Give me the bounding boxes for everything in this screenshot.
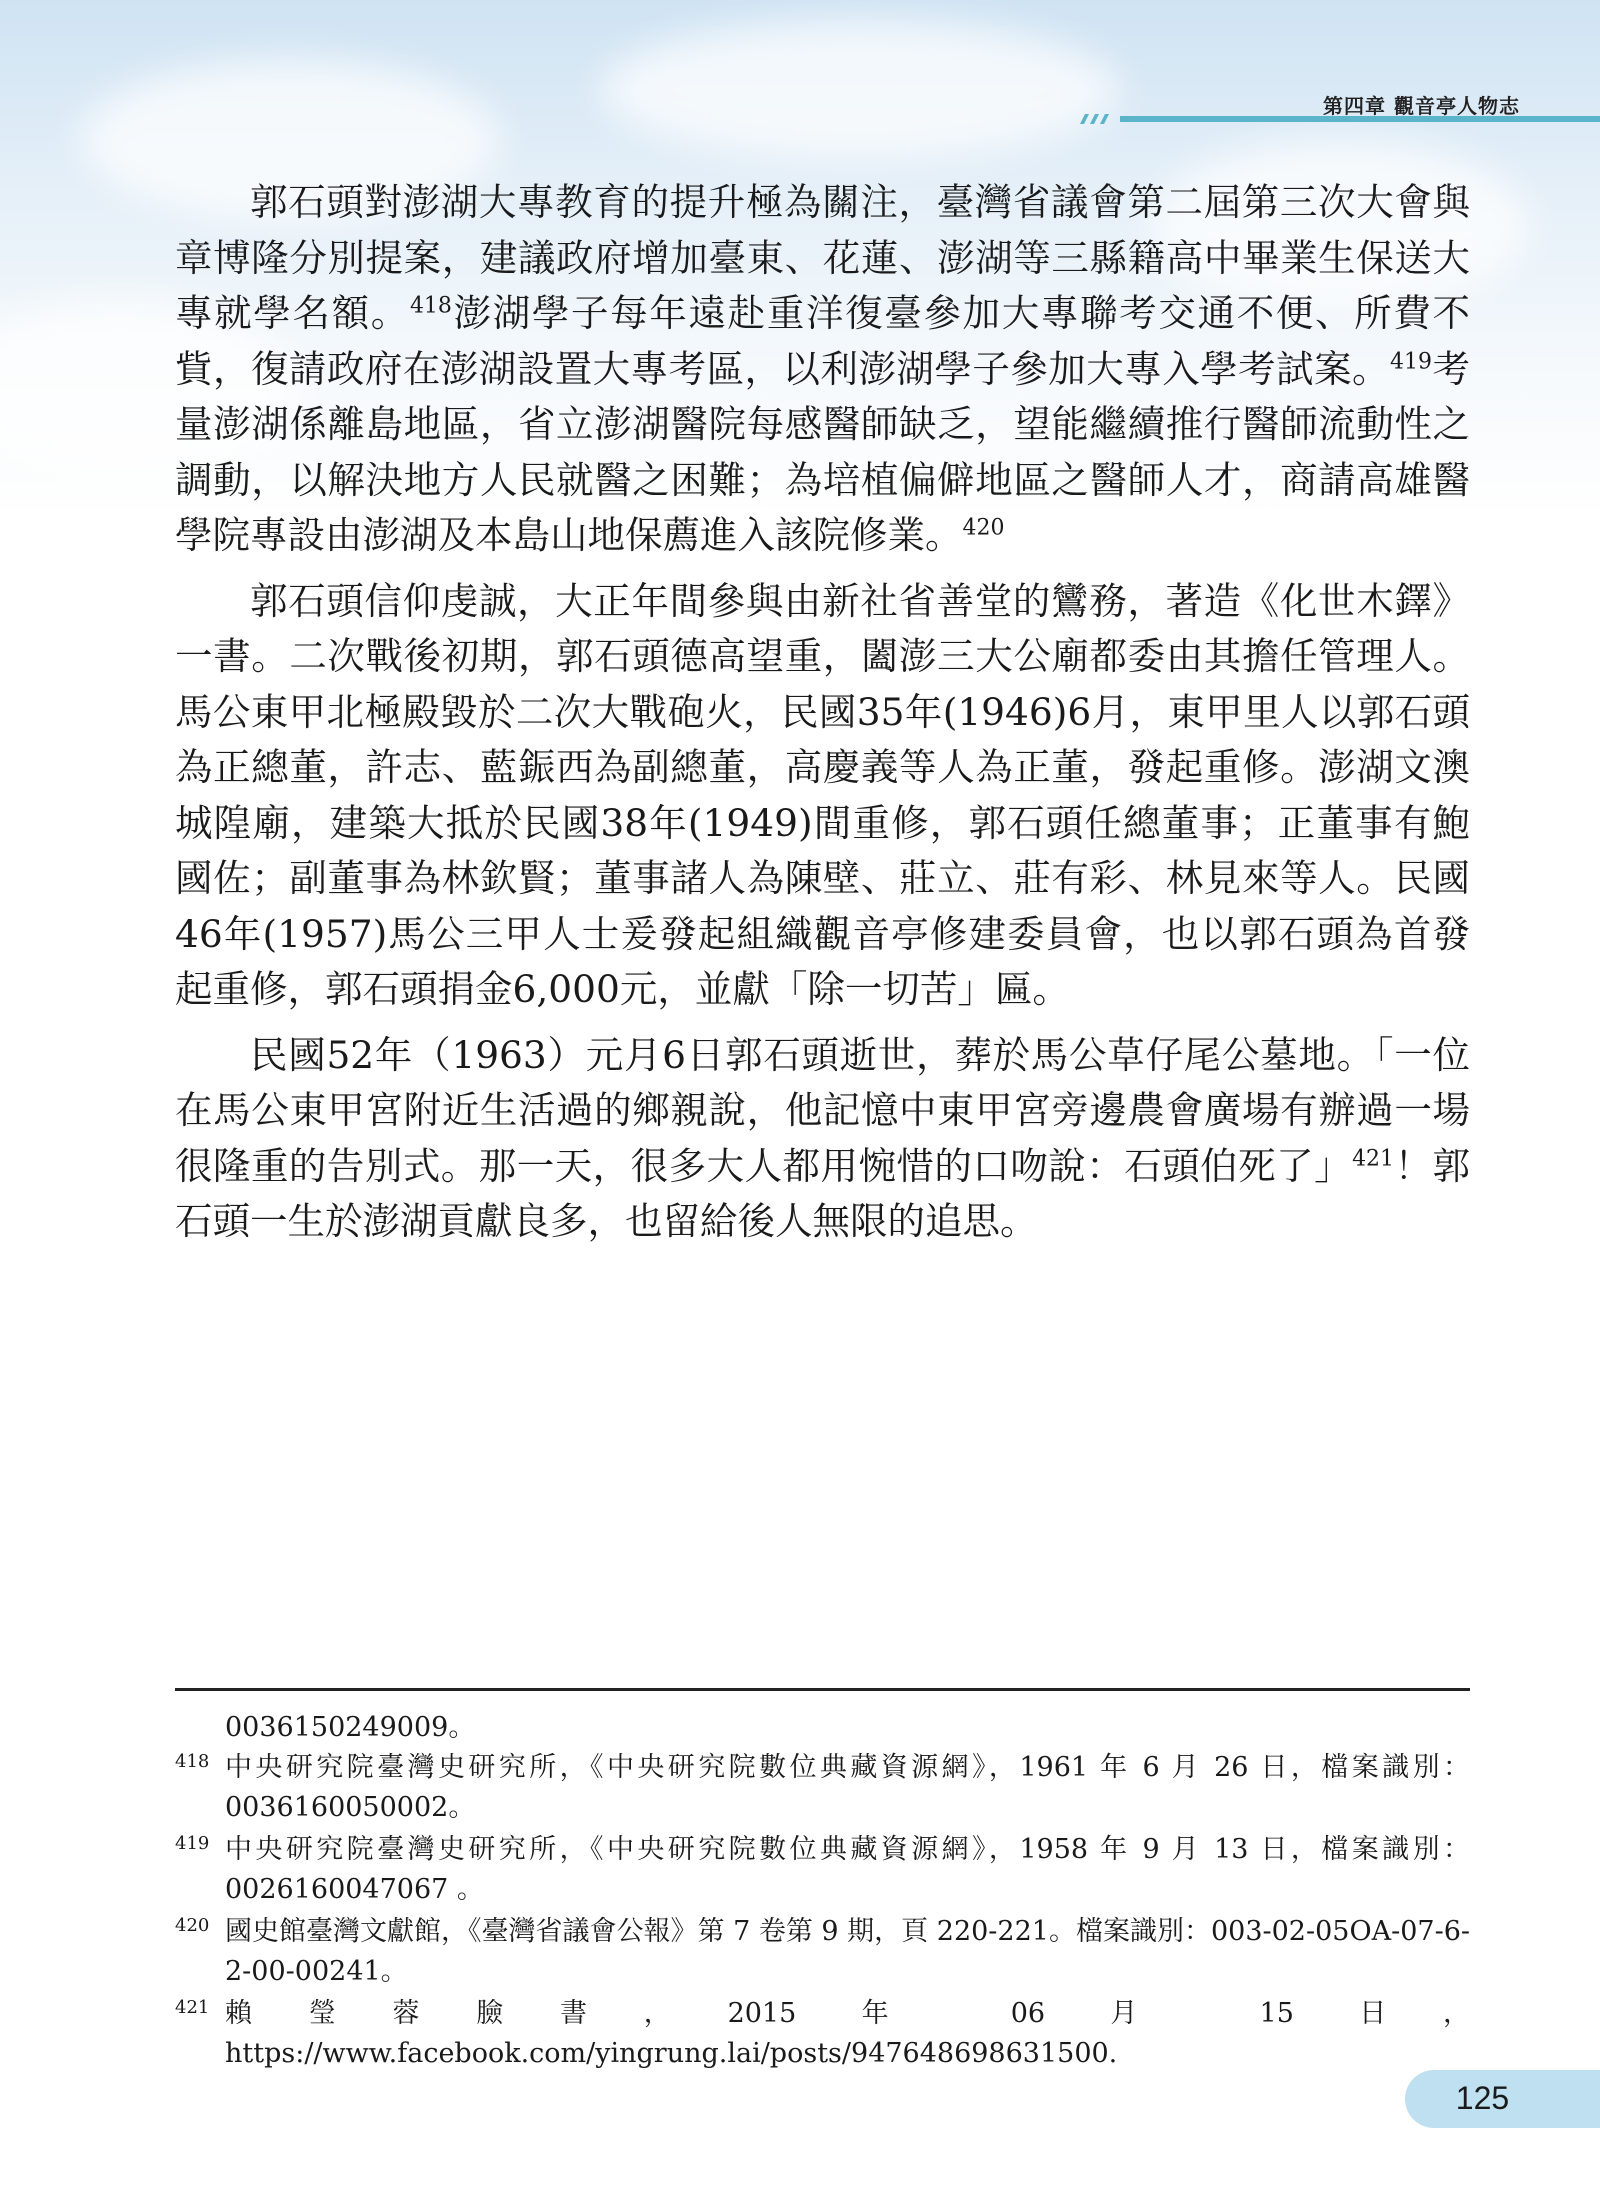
paragraph-2: 郭石頭信仰虔誠，大正年間參與由新社省善堂的鸞務，著造《化世木鐸》一書。二次戰後初期，郭石頭德高望重，闔澎三大公廟都委由其擔任管理人。馬公東甲北極殿毀於二次大戰砲火，民國35年(1946)6月，東甲里人以郭石頭為正總董，許志、藍鋠西為副總董，高慶義等人為正董，發起重修。澎湖文澳城隍廟，建築大抵於民國38年(1949)間重修，郭石頭任總董事；正董事有鮑國佐；副董事為林欽賢；董事諸人為陳壁、莊立、莊有彩、林見來等人。民國46年(1957)馬公三甲人士爰發起組織觀音亭修建委員會，也以郭石頭為首發起重修，郭石頭捐金6,000元，並獻「除一切苦」匾。 [175,578,1470,1011]
page-number: 125 [1455,2080,1510,2116]
footnote-number: 419 [175,1833,210,1854]
footnote-continuation: 0036150249009。 [225,1712,476,1743]
footnote-number: 421 [175,1997,210,2018]
footnote-text: 賴瑩蓉臉書，2015 年 06 月 15 日，https://www.facebook.com/yingrung.lai/posts/947648698631500. [225,1998,1470,2069]
paragraph-1-text-b: 澎湖學子每年遠赴重洋復臺參加大專聯考交通不便、所費不貲，復請政府在澎湖設置大專考區，以利澎湖學子參加大專入學考試案。 [175,291,1470,391]
footnote-ref-421: 421 [1352,1146,1395,1171]
paragraph-3-text-b: ！郭石頭一生於澎湖貢獻良多，也留給後人無限的追思。 [175,1143,1471,1243]
footnote-ref-418: 418 [409,293,452,319]
footnote-ref-420: 420 [962,515,1005,541]
footnotes [175,1708,1470,2076]
paragraph-1-text-c: 考量澎湖係離島地區，省立澎湖醫院每感醫師缺乏，望能繼續推行醫師流動性之調動，以解決地方人民就醫之困難；為培植偏僻地區之醫師人才，商請高雄醫學院專設由澎湖及本島山地保薦進入該院修業。 [175,346,1471,557]
footnote-item [175,1994,1470,2074]
footnote-divider [175,1688,1470,1691]
page-number-tab [1405,2070,1600,2128]
header-stripes-icon [1080,114,1120,124]
footnote-item [175,1912,1470,1992]
footnote-item [175,1830,1470,1910]
footnote-item [175,1748,1470,1828]
paragraph-3-text-a: 民國52年（1963）元月6日郭石頭逝世，葬於馬公草仔尾公墓地。「一位在馬公東甲宮附近生活過的鄉親說，他記憶中東甲宮旁邊農會廣場有辦過一場很隆重的告別式。那一天，很多大人都用惋惜的口吻說：石頭伯死了」 [175,1032,1470,1188]
footnote-text: 中央研究院臺灣史研究所，《中央研究院數位典藏資源網》，1961 年 6 月 26 日，檔案識別：0036160050002。 [225,1752,1470,1823]
chapter-title: 第四章 觀音亭人物志 [1323,94,1520,118]
footnote-number: 420 [175,1915,210,1936]
page-header [1080,88,1600,128]
main-text [175,175,1470,1260]
footnote-text: 國史館臺灣文獻館，《臺灣省議會公報》第 7 卷第 9 期，頁 220-221。檔案識別：003-02-05OA-07-6-2-00-00241。 [225,1916,1470,1987]
paragraph-1 [175,175,1470,564]
footnote-number: 418 [175,1751,210,1772]
footnote-ref-419: 419 [1390,349,1433,374]
paragraph-1-text-a: 郭石頭對澎湖大專教育的提升極為關注，臺灣省議會第二屆第三次大會與章博隆分別提案，建議政府增加臺東、花蓮、澎湖等三縣籍高中畢業生保送大專就學名額。 [175,180,1470,335]
cloud-decoration [600,20,1120,160]
paragraph-3 [175,1028,1470,1250]
footnote-text: 中央研究院臺灣史研究所，《中央研究院數位典藏資源網》，1958 年 9 月 13 日，檔案識別：0026160047067 。 [225,1834,1470,1905]
